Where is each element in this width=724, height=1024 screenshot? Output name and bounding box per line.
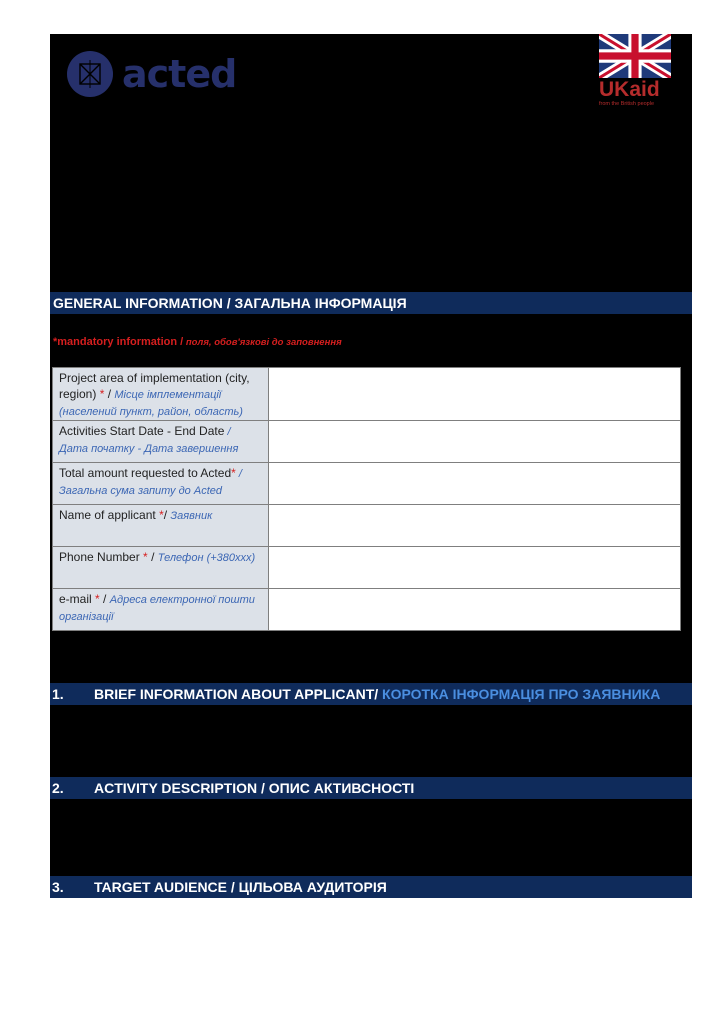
ukaid-tagline: from the British people (599, 101, 655, 107)
form-row-project-area (52, 367, 681, 421)
form-row-email (52, 589, 681, 631)
acted-wordmark: acted (122, 52, 237, 96)
section-number: 3. (52, 879, 64, 895)
section-title-ukrainian: КОРОТКА ІНФОРМАЦІЯ ПРО ЗАЯВНИКА (382, 686, 661, 702)
acted-logo (66, 50, 236, 98)
section-3-header (50, 876, 692, 898)
section-title: BRIEF INFORMATION ABOUT APPLICANT/ (94, 686, 383, 702)
section-number: 1. (52, 686, 64, 702)
general-information-header: GENERAL INFORMATION / ЗАГАЛЬНА ІНФОРМАЦІЯ (50, 292, 692, 314)
field-label: Project area of implementation (city, region) * / Місце імплементації (населений пункт, район, область) (53, 368, 269, 420)
ukaid-logo (599, 34, 671, 107)
acted-logo-icon (66, 50, 114, 98)
section-1-header (50, 683, 692, 705)
field-label: e-mail * / Адреса електронної пошти організації (53, 589, 269, 630)
general-information-form (52, 367, 681, 631)
section-title: TARGET AUDIENCE / ЦІЛЬОВА АУДИТОРІЯ (94, 879, 387, 895)
union-jack-flag-icon (599, 34, 671, 78)
email-field[interactable] (269, 589, 680, 630)
phone-number-field[interactable] (269, 547, 680, 588)
section-title: ACTIVITY DESCRIPTION / ОПИС АКТИВСНОСТІ (94, 780, 415, 796)
activity-dates-field[interactable] (269, 421, 680, 462)
applicant-name-field[interactable] (269, 505, 680, 546)
field-label: Total amount requested to Acted* / Загальна сума запиту до Acted (53, 463, 269, 504)
form-row-applicant-name (52, 505, 681, 547)
field-label: Activities Start Date - End Date / Дата початку - Дата завершення (53, 421, 269, 462)
field-label: Name of applicant */ Заявник (53, 505, 269, 546)
section-2-header (50, 777, 692, 799)
mandatory-note: *mandatory information / поля, обов'язкові до заповнення (53, 336, 342, 348)
section-number: 2. (52, 780, 64, 796)
project-area-field[interactable] (269, 368, 680, 420)
field-label: Phone Number * / Телефон (+380ххх) (53, 547, 269, 588)
form-row-activity-dates (52, 421, 681, 463)
form-row-total-amount (52, 463, 681, 505)
form-row-phone-number (52, 547, 681, 589)
total-amount-field[interactable] (269, 463, 680, 504)
ukaid-wordmark: UKaid (599, 78, 660, 101)
